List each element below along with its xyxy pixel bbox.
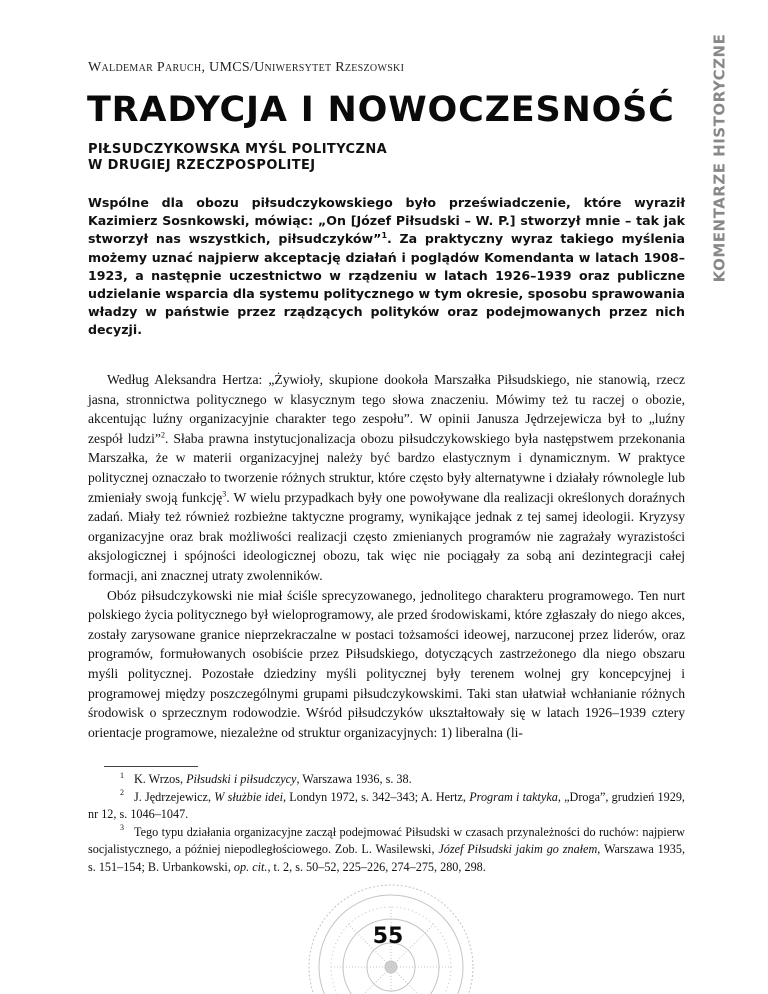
footnote-3-text-b: , Warszawa 1935, s. 151–154; B. Urbankowski, bbox=[88, 842, 686, 874]
author-line: Waldemar Paruch, UMCS/Uniwersytet Rzeszowski bbox=[88, 60, 405, 75]
footnotes bbox=[88, 771, 685, 876]
footnote-2 bbox=[88, 789, 685, 824]
footnote-3-text-c: , t. 2, s. 50–52, 225–226, 274–275, 280, 298. bbox=[267, 859, 486, 874]
article-body bbox=[88, 370, 685, 742]
body-p1-text-a: Według Aleksandra Hertza: „Żywioły, skupione dookoła Marszałka Piłsudskiego, nie stanowią, rzecz jasna, stronnictwa politycznego w klasycznym tego słowa znaczeniu. Mówimy też tu raczej o obozie, akcentując luźny organizacyjnie charakter tego zespołu”. W opinii Janusza Jędrzejewicza był to „luźny zespół ludzi” bbox=[88, 372, 685, 446]
footnote-1-text-b: , Warszawa 1936, s. 38. bbox=[296, 772, 412, 786]
footnote-ref-3[interactable]: 3 bbox=[222, 489, 227, 499]
article-abstract bbox=[88, 194, 685, 340]
footnote-3-number: 3 bbox=[120, 823, 124, 833]
footnote-2-title-2: Program i taktyka bbox=[469, 789, 558, 804]
page-number: 55 bbox=[372, 924, 404, 949]
footnote-2-text-b: , Londyn 1972, s. 342–343; A. Hertz, bbox=[283, 789, 470, 804]
body-p1-text-c: . W wielu przypadkach były one powoływane dla realizacji określonych doraźnych zadań. Miały też również rozbieżne taktyczne programy, wynikające jednak z tej samej ideologii. Kryzysy organizacyjne oraz brak możliwości realizacji często zmienianych programów nie zagrażały wyrazistości aksjologicznej i spójności ideologicznej obozu, tak więc nie pociągały za sobą ani dezintegracji całej formacji, ani znacznej utraty zwolenników. bbox=[88, 489, 685, 583]
subtitle-line-2: W DRUGIEJ RZECZPOSPOLITEJ bbox=[88, 158, 316, 173]
footnote-2-title: W służbie idei bbox=[214, 789, 284, 804]
abstract-text-2: . Za praktyczny wyraz takiego myślenia możemy uznać najpierw akceptację działań i poglądów Komendanta w latach 1908–1923, a następnie uczestnictwo w rządzeniu w latach 1926–1939 oraz publiczne udzielanie wsparcia dla systemu politycznego w tym okresie, sposobu sprawowania władzy w państwie przez rządzących polityków oraz podejmowanych przez nich decyzji. bbox=[88, 231, 685, 338]
body-paragraph-1 bbox=[88, 370, 685, 586]
footnote-ref-1[interactable]: 1 bbox=[381, 231, 388, 241]
footnote-2-text-c: , „Droga”, grudzień 1929, nr 12, s. 1046–1047. bbox=[88, 789, 685, 821]
footnote-separator bbox=[104, 766, 198, 767]
footnote-2-number: 2 bbox=[120, 788, 124, 798]
section-label-text: KOMENTARZE HISTORYCZNE bbox=[710, 33, 729, 283]
section-label-vertical bbox=[707, 4, 731, 312]
footnote-3-title: Józef Piłsudski jakim go znałem bbox=[438, 842, 598, 856]
article-subtitle bbox=[88, 142, 508, 174]
footnote-3-title-2: op. cit. bbox=[233, 859, 268, 874]
footnote-1 bbox=[88, 771, 685, 789]
subtitle-line-1: PIŁSUDCZYKOWSKA MYŚL POLITYCZNA bbox=[88, 142, 388, 157]
footnote-1-number: 1 bbox=[120, 770, 124, 780]
body-paragraph-2: Obóz piłsudczykowski nie miał ściśle sprecyzowanego, jednolitego charakteru programowego. Ten nurt polskiego życia politycznego był wieloprogramowy, ale przed środowiskami, które zgłaszały do niego akces, zostały zarysowane granice nieprzekraczalne w postaci tożsamości ideowej, narzuconej przez liderów, oraz programów, formułowanych osobiście przez Piłsudskiego, dotyczących zastrzeżonego dla niego obszaru myśli politycznej. Pozostałe dziedziny myśli politycznej były terenem wolnej gry koncepcyjnej i programowej między poszczególnymi grupami piłsudczykowskimi. Taki stan ułatwiał wchłanianie różnych środowisk o sprzecznym rodowodzie. Wśród piłsudczyków ukształtowały się w latach 1926–1939 cztery orientacje programowe, niezależne od struktur organizacyjnych: 1) liberalna (li- bbox=[88, 587, 685, 740]
abstract-text-1: Wspólne dla obozu piłsudczykowskiego było przeświadczenie, które wyraził Kazimierz Sosnkowski, mówiąc: „On [Józef Piłsudski – W. P.] stworzył mnie – tak jak stworzył nas wszystkich, piłsudczyków” bbox=[88, 195, 685, 247]
article-title: TRADYCJA I NOWOCZESNOŚĆ bbox=[87, 90, 675, 130]
footnote-2-text-a: J. Jędrzejewicz, bbox=[134, 789, 215, 804]
footnote-3-text-a: Tego typu działania organizacyjne zaczął podejmować Piłsudski w czasach przynależności do ruchów: najpierw socjalistycznego, a później niepodległościowego. Zob. L. Wasilewski, bbox=[88, 824, 685, 856]
footnote-1-text-a: K. Wrzos, bbox=[134, 772, 187, 786]
footnote-ref-2[interactable]: 2 bbox=[160, 430, 165, 440]
footnote-3 bbox=[88, 824, 685, 877]
footnote-1-title: Piłsudski i piłsudczycy bbox=[186, 772, 297, 786]
body-p1-text-b: . Słaba prawna instytucjonalizacja obozu piłsudczykowskiego była następstwem przekonania Marszałka, że w materii organizacyjnej należy być bardzo elastycznym i dynamicznym. W praktyce politycznej oznaczało to tworzenie różnych struktur, które często były alternatywne i działały równolegle lub zmieniały swoją funkcję bbox=[88, 430, 685, 505]
